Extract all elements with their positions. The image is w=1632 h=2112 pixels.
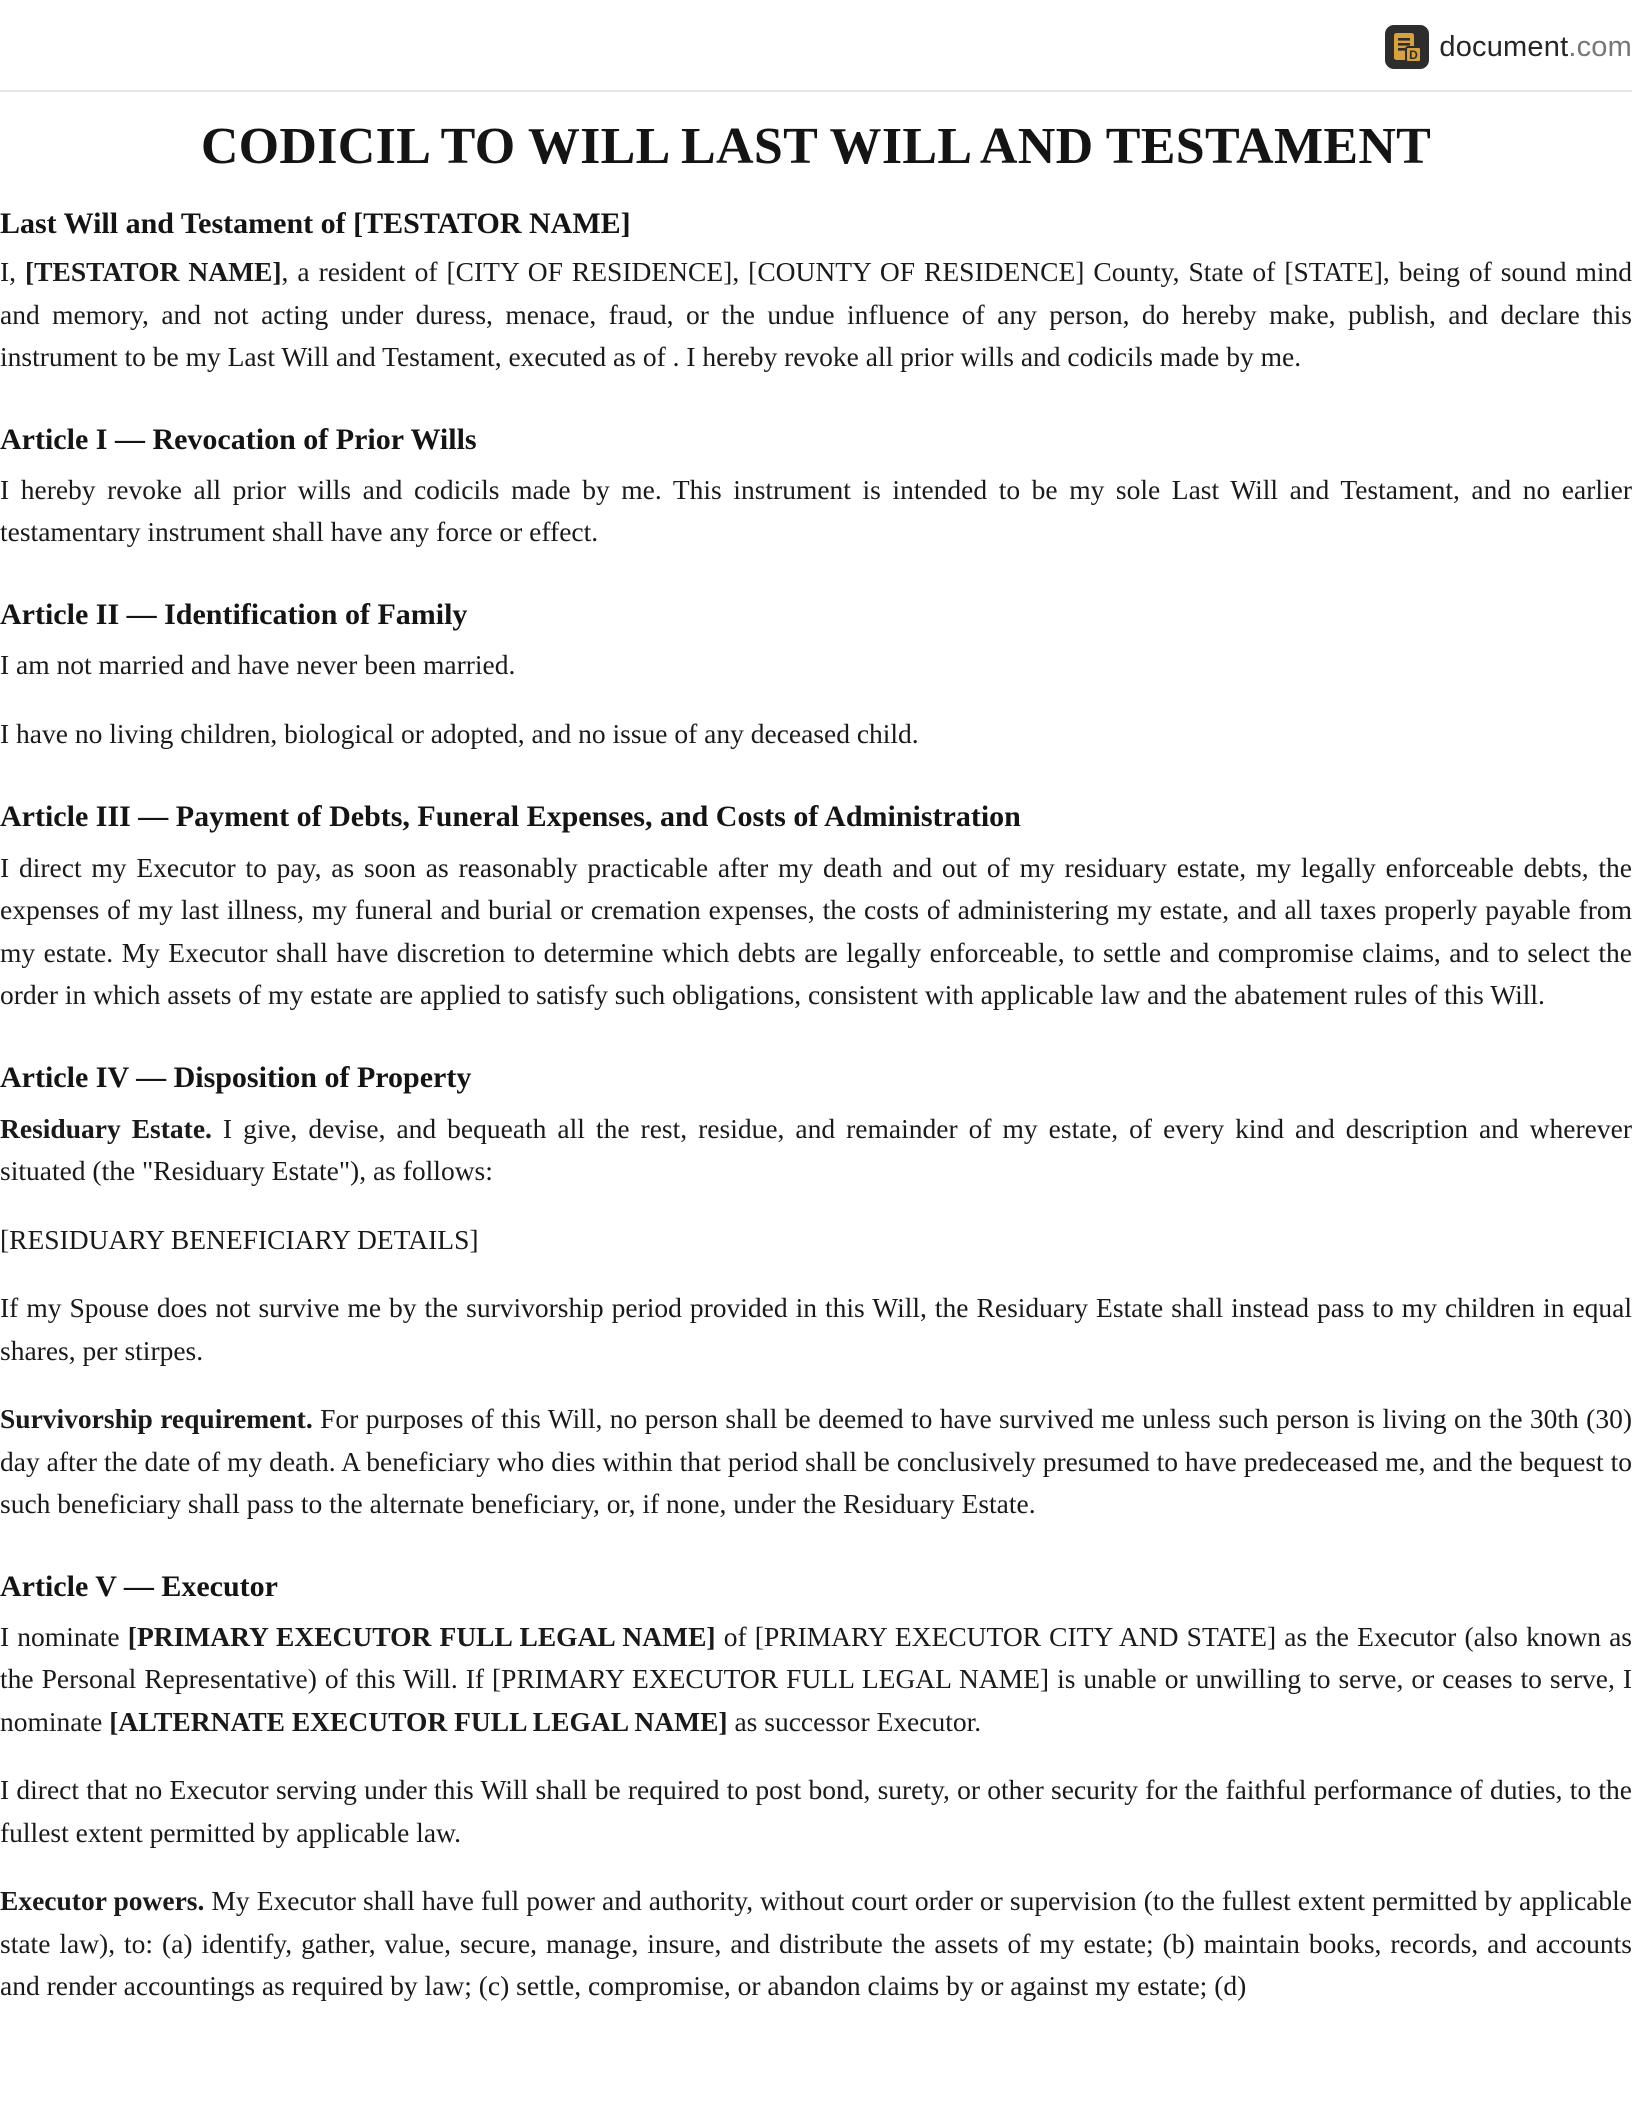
document-logo-icon bbox=[1385, 25, 1429, 69]
brand-name: document.com bbox=[1439, 30, 1632, 63]
alternate-executor-name: [ALTERNATE EXECUTOR FULL LEGAL NAME] bbox=[109, 1705, 728, 1737]
executor-bond-paragraph: I direct that no Executor serving under this Will shall be required to post bond, surety, or other security for the faithful performance of duties, to the fullest extent permitted by applicable law. bbox=[0, 1774, 1632, 1848]
residuary-beneficiary-details: [RESIDUARY BENEFICIARY DETAILS] bbox=[0, 1223, 479, 1255]
brand-logo-link[interactable] bbox=[1385, 24, 1632, 70]
residuary-estate-label: Residuary Estate. bbox=[0, 1112, 212, 1144]
executor-nomination-paragraph: I nominate [PRIMARY EXECUTOR FULL LEGAL NAME] of [PRIMARY EXECUTOR CITY AND STATE] as the Executor (also known as the Personal Representative) of this Will. If [PRIMARY EXECUTOR FULL LEGAL NAME] is unable or unwilling to serve, or ceases to serve, I nominate [ALTERNATE EXECUTOR FULL LEGAL NAME] as successor Executor. bbox=[0, 1620, 1632, 1737]
article-5-heading: Article V — Executor bbox=[0, 1569, 278, 1603]
survivorship-paragraph: Survivorship requirement. For purposes of this Will, no person shall be deemed to have survived me unless such person is living on the 30th (30) day after the date of my death. A beneficiary who dies within that period shall be conclusively presumed to have predeceased me, and the bequest to such beneficiary shall pass to the alternate beneficiary, or, if none, under the Residuary Estate. bbox=[0, 1403, 1632, 1519]
survivorship-label: Survivorship requirement. bbox=[0, 1403, 313, 1434]
executor-powers-label: Executor powers. bbox=[0, 1885, 205, 1916]
article-3-heading: Article III — Payment of Debts, Funeral Expenses, and Costs of Administration bbox=[0, 799, 1021, 833]
article-4-heading: Article IV — Disposition of Property bbox=[0, 1060, 472, 1094]
document-title: CODICIL TO WILL LAST WILL AND TESTAMENT bbox=[200, 118, 1432, 175]
residuary-estate-paragraph: Residuary Estate. I give, devise, and bequeath all the rest, residue, and remainder of my estate, of every kind and description and wherever situated (the "Residuary Estate"), as follows: bbox=[0, 1112, 1632, 1186]
article-1-paragraph: I hereby revoke all prior wills and codicils made by me. This instrument is intended to be my sole Last Will and Testament, and no earlier testamentary instrument shall have any force or effect. bbox=[0, 473, 1632, 547]
preamble-paragraph: I, [TESTATOR NAME], a resident of [CITY OF RESIDENCE], [COUNTY OF RESIDENCE] County, State of [STATE], being of sound mind and memory, and not acting under duress, menace, fraud, or the undue influence of any person, do hereby make, publish, and declare this instrument to be my Last Will and Testament, executed as of . I hereby revoke all prior wills and codicils made by me. bbox=[0, 256, 1632, 372]
svg-text:D: D bbox=[1409, 48, 1419, 62]
article-3-paragraph: I direct my Executor to pay, as soon as reasonably practicable after my death and out of my residuary estate, my legally enforceable debts, the expenses of my last illness, my funeral and burial or cremation expenses, the costs of administering my estate, and all taxes properly payable from my estate. My Executor shall have discretion to determine which debts are legally enforceable, to settle and compromise claims, and to select the order in which assets of my estate are applied to satisfy such obligations, consistent with applicable law and the abatement rules of this Will. bbox=[0, 851, 1632, 1010]
article-1-heading: Article I — Revocation of Prior Wills bbox=[0, 422, 477, 456]
article-2-heading: Article II — Identification of Family bbox=[0, 597, 468, 631]
testator-name: [TESTATOR NAME] bbox=[25, 256, 282, 287]
executor-powers-paragraph: Executor powers. My Executor shall have full power and authority, without court order or supervision (to the fullest extent permitted by applicable state law), to: (a) identify, gather, value, secure, manage, insure, and distribute the assets of my estate; (b) maintain books, records, and accounts and render accountings as required by law; (c) settle, compromise, or abandon claims by or against my estate; (d) bbox=[0, 1885, 1632, 2001]
document-body bbox=[0, 92, 1632, 2008]
primary-executor-name: [PRIMARY EXECUTOR FULL LEGAL NAME] bbox=[127, 1620, 716, 1652]
article-2-paragraph-1: I am not married and have never been married. bbox=[0, 648, 516, 680]
spouse-survival-paragraph: If my Spouse does not survive me by the survivorship period provided in this Will, the Residuary Estate shall instead pass to my children in equal shares, per stirpes. bbox=[0, 1292, 1632, 1366]
preamble-heading: Last Will and Testament of [TESTATOR NAME] bbox=[0, 207, 631, 240]
top-bar bbox=[0, 0, 1632, 92]
article-2-paragraph-2: I have no living children, biological or adopted, and no issue of any deceased child. bbox=[0, 718, 919, 749]
